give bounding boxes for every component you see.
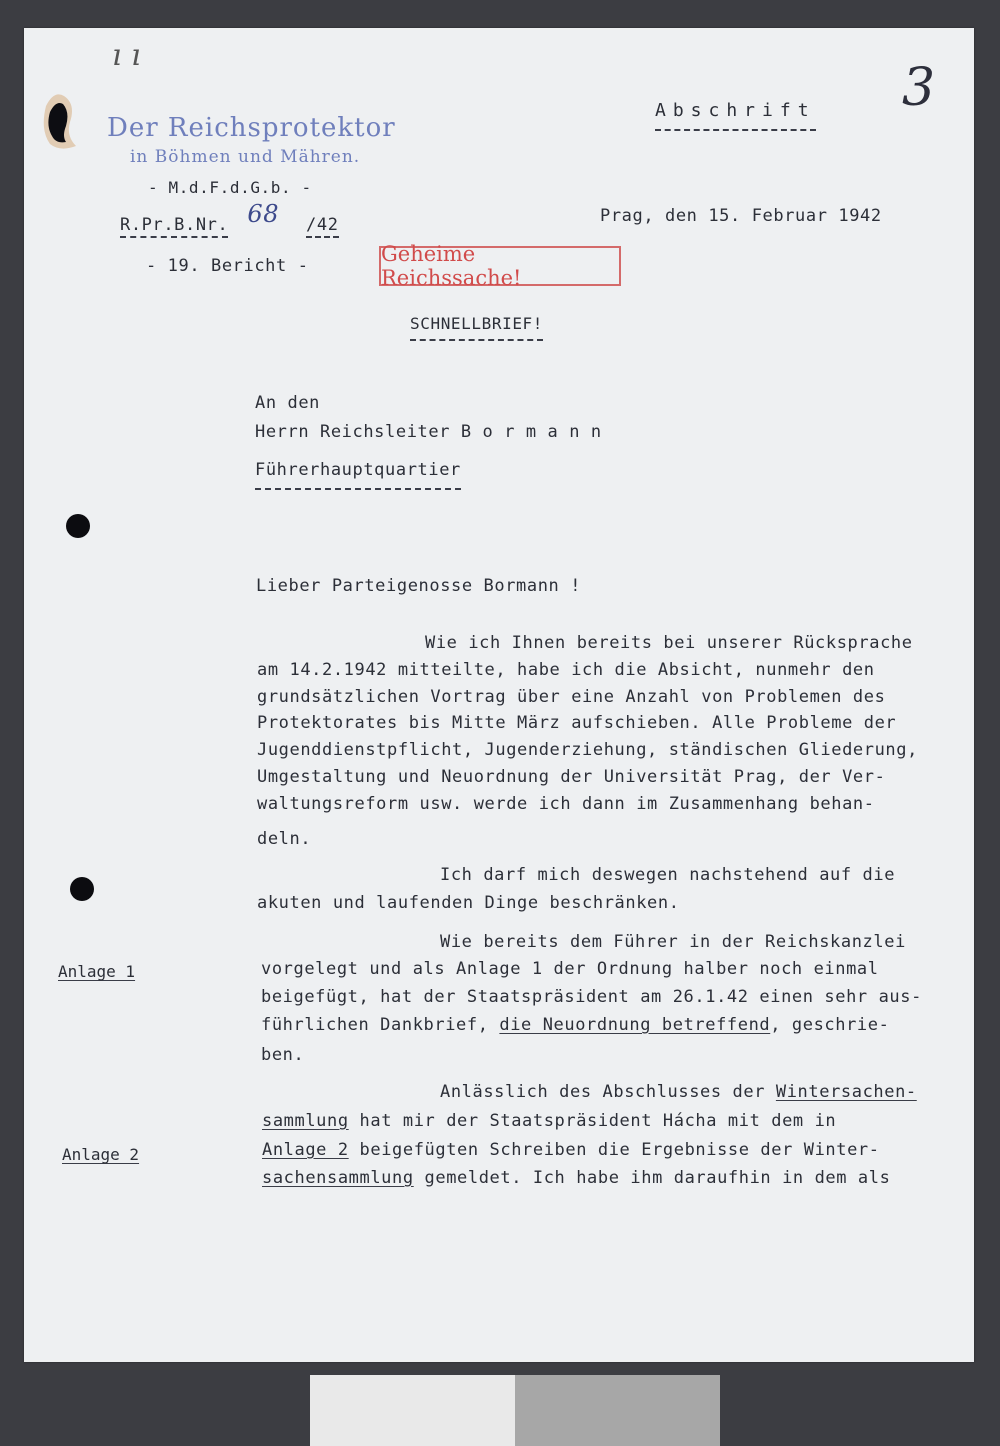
- address-line2: Herrn Reichsleiter B o r m a n n: [255, 422, 602, 442]
- text-line: waltungsreform usw. werde ich dann im Zusammenhang behan-: [257, 794, 875, 814]
- text-line: grundsätzlichen Vortrag über eine Anzahl von Problemen des: [257, 687, 886, 707]
- text-line: Wie bereits dem Führer in der Reichskanzlei: [440, 932, 906, 952]
- text-fragment: führlichen Dankbrief,: [261, 1015, 500, 1035]
- pencil-mark: ı ı: [112, 38, 141, 73]
- reference-number-suffix: /42: [306, 215, 339, 238]
- copy-label: Abschrift: [655, 100, 816, 131]
- place-date: Prag, den 15. Februar 1942: [600, 206, 882, 226]
- text-line: Protektorates bis Mitte März aufschieben. Alle Probleme der: [257, 713, 897, 733]
- text-fragment: , geschrie-: [770, 1015, 890, 1035]
- ministry-reference: - M.d.F.d.G.b. -: [148, 178, 312, 197]
- text-line: am 14.2.1942 mitteilte, habe ich die Absicht, nunmehr den: [257, 660, 875, 680]
- report-number: - 19. Bericht -: [146, 256, 309, 276]
- margin-note-anlage-1: Anlage 1: [58, 962, 136, 981]
- text-line: [262, 1168, 890, 1188]
- punch-hole: [70, 877, 94, 901]
- text-fragment: Anlässlich des Abschlusses der: [440, 1082, 776, 1102]
- scan-calibration-strip-dark: [515, 1375, 720, 1446]
- punch-hole: [66, 514, 90, 538]
- text-line: Wie ich Ihnen bereits bei unserer Rücksprache: [425, 633, 913, 653]
- reference-number-prefix: R.Pr.B.Nr.: [120, 215, 228, 238]
- underlined-phrase: Anlage 2: [262, 1140, 349, 1160]
- margin-note-anlage-2: Anlage 2: [62, 1145, 140, 1164]
- salutation: Lieber Parteigenosse Bormann !: [256, 576, 582, 596]
- org-stamp-line2: in Böhmen und Mähren.: [130, 147, 361, 167]
- text-line: ben.: [261, 1045, 305, 1065]
- address-line3: Führerhauptquartier: [255, 460, 461, 490]
- address-line1: An den: [255, 393, 321, 413]
- secret-stamp: Geheime Reichssache!: [379, 246, 621, 286]
- text-line: [261, 1015, 889, 1035]
- text-line: Ich darf mich deswegen nachstehend auf die: [440, 865, 896, 885]
- underlined-phrase: sachensammlung: [262, 1168, 414, 1188]
- text-line: akuten und laufenden Dinge beschränken.: [257, 893, 680, 913]
- page-number: 3: [902, 58, 936, 118]
- underlined-phrase: Wintersachen-: [775, 1082, 917, 1102]
- text-fragment: gemeldet. Ich habe ihm daraufhin in dem als: [413, 1168, 891, 1188]
- text-line: Umgestaltung und Neuordnung der Universität Prag, der Ver-: [257, 767, 886, 787]
- text-fragment: hat mir der Staatspräsident Hácha mit dem in: [348, 1111, 837, 1131]
- org-stamp-line1: Der Reichsprotektor: [107, 113, 396, 143]
- reference-number: [120, 200, 339, 236]
- text-line: [262, 1140, 880, 1160]
- text-line: beigefügt, hat der Staatspräsident am 26.1.42 einen sehr aus-: [261, 987, 922, 1007]
- reference-number-handwritten: 68: [247, 200, 280, 228]
- underlined-phrase: sammlung: [262, 1111, 349, 1131]
- text-line: [262, 1111, 836, 1131]
- text-line: vorgelegt und als Anlage 1 der Ordnung halber noch einmal: [261, 959, 879, 979]
- text-line: [440, 1082, 917, 1102]
- text-line: deln.: [257, 829, 312, 849]
- text-fragment: beigefügten Schreiben die Ergebnisse der Winter-: [348, 1140, 880, 1160]
- underlined-phrase: die Neuordnung betreffend: [499, 1015, 771, 1035]
- torn-hole-mark: [36, 86, 86, 156]
- express-letter-label: SCHNELLBRIEF!: [410, 314, 543, 341]
- text-line: Jugenddienstpflicht, Jugenderziehung, ständischen Gliederung,: [257, 740, 918, 760]
